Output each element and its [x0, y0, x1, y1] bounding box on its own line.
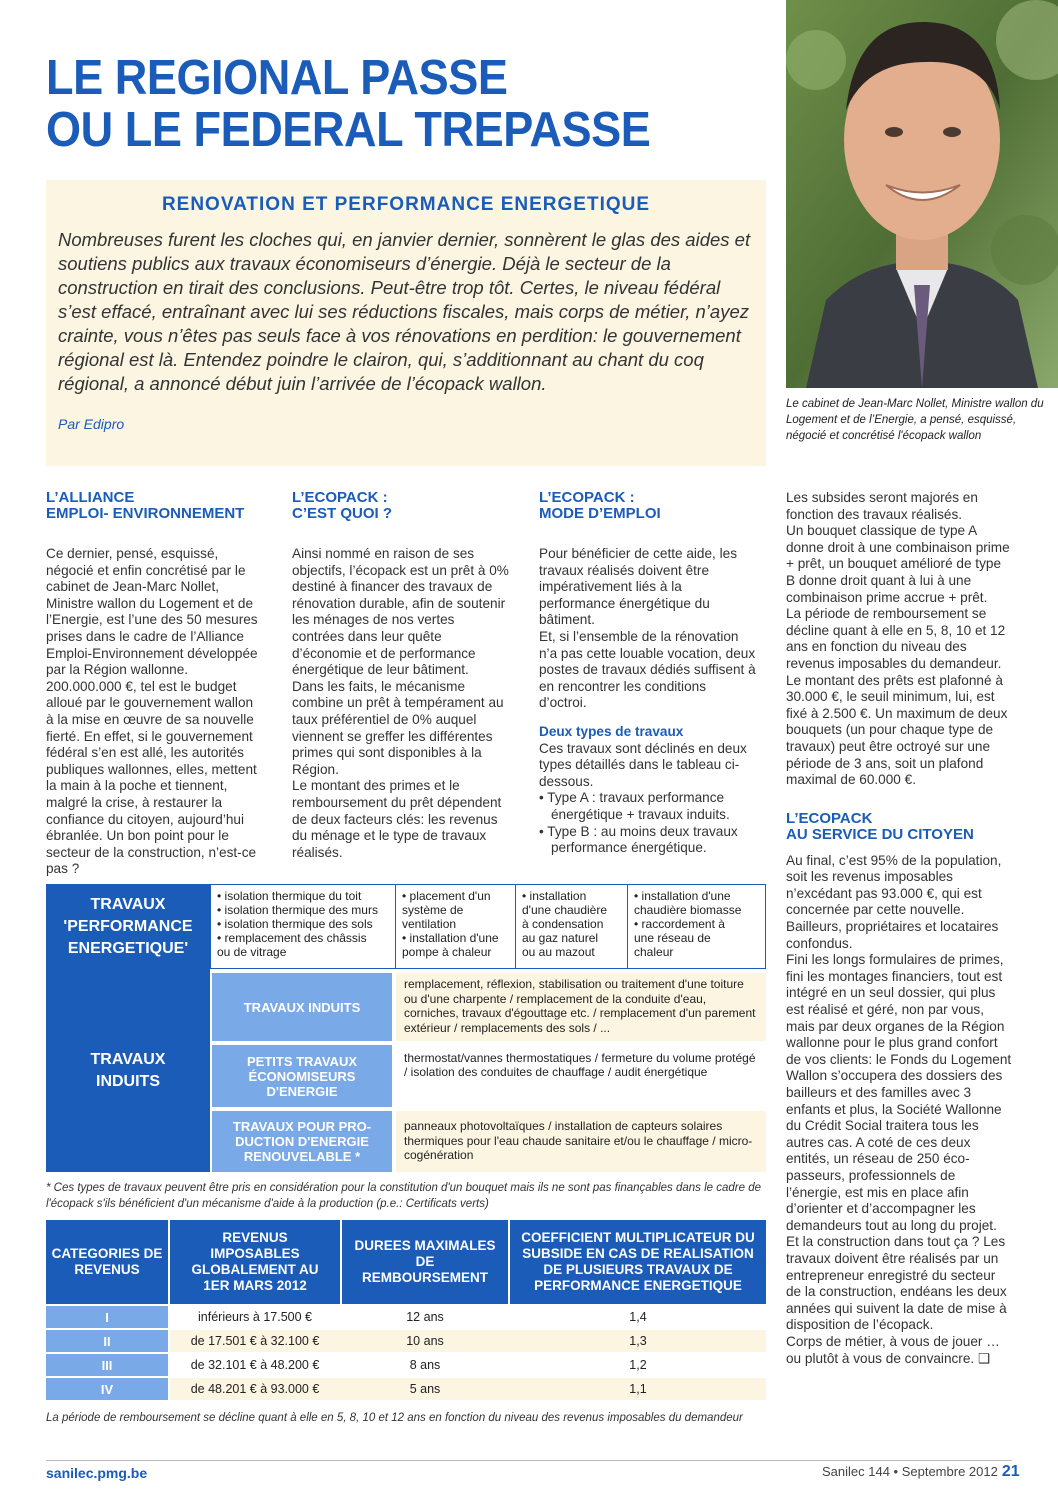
page-number: 21	[1001, 1463, 1020, 1480]
footer-site[interactable]: sanilec.pmg.be	[46, 1465, 148, 1481]
duration-cell: 12 ans	[406, 1310, 444, 1324]
heading-line: L’ALLIANCE	[46, 489, 135, 506]
paragraph: Au final, c’est 95% de la population, soit les revenus imposables n’excédant pas 93.000 €, qui est concernée par cette nouvelle.	[786, 852, 1002, 918]
duration-cell: 10 ans	[406, 1334, 444, 1348]
table-footnote: * Ces types de travaux peuvent être pris en considération pour la constitution d'un bouquet mais ils ne sont pas finançables dans le cadre de l'écopack s'ils bénéficient d'un mécanisme d'aide à la production (p.e.: Certificats verts)	[46, 1182, 761, 1210]
heading-line: L’ECOPACK :	[539, 489, 635, 506]
paragraph: Corps de métier, à vous de jouer … ou plutôt à vous de convaincre. ❑	[786, 1333, 1000, 1366]
bullet-item: • Type A : travaux performance énergétique + travaux induits.	[539, 790, 730, 822]
paragraph: Un bouquet classique de type A donne droit à une combinaison prime + prêt, un bouquet amélioré de type B donne droit quant à lui à une combinaison prime accrue + prêt.	[786, 523, 1010, 605]
col-header: COEFFICIENT MULTIPLICATEUR DU SUBSIDE EN CAS DE REALISATION DE PLUSIEURS TRAVAUX DE PERFORMANCE ENERGETIQUE	[510, 1220, 766, 1304]
perf-label: TRAVAUX 'PERFORMANCE ENERGETIQUE'	[46, 884, 210, 969]
row-label: TRAVAUX INDUITS	[212, 973, 392, 1041]
duration-cell: 8 ans	[409, 1358, 441, 1372]
issue-label: Sanilec 144 • Septembre 2012	[822, 1464, 998, 1479]
category-cell: II	[46, 1330, 168, 1352]
income-cell: de 17.501 € à 32.100 €	[190, 1334, 320, 1348]
title-line-2: OU LE FEDERAL TREPASSE	[46, 103, 651, 157]
income-cell: de 32.101 € à 48.200 €	[190, 1358, 320, 1372]
col-header: REVENUS IMPOSABLES GLOBALEMENT AU 1ER MARS 2012	[170, 1220, 340, 1304]
paragraph: Et, si l’ensemble de la rénovation n’a pas cette louable vocation, deux postes de travaux dédiés suffisent à en rencontrer les conditions d’octroi.	[539, 628, 756, 711]
income-table	[46, 1220, 766, 1404]
table-note: La période de remboursement se décline quant à elle en 5, 8, 10 et 12 ans en fonction du niveau des revenus imposables du demandeur	[46, 1412, 743, 1424]
category-cell: III	[46, 1354, 168, 1376]
perf-cell: • installation d'une chaudière à condensation au gaz naturel ou au mazout	[516, 884, 628, 969]
column-alliance	[46, 490, 264, 878]
coefficient-cell: 1,2	[629, 1358, 647, 1372]
paragraph: Pour bénéficier de cette aide, les travaux réalisés doivent être impérativement liés à la performance énergétique du bâtiment.	[539, 546, 737, 628]
heading-line: C’EST QUOI ?	[292, 505, 393, 522]
paragraph: Ainsi nommé en raison de ses objectifs, l’écopack est un prêt à 0% destiné à financer des travaux de rénovation durable, afin de soutenir les ménages de nos vertes contrées dans leur quête d’économie et de performance énergétique de leur bâtiment.	[292, 546, 509, 678]
paragraph: Dans les faits, le mécanisme combine un prêt à tempérament au taux préférentiel de 0% auquel viennent se greffer les différentes primes qui sont disponibles à la Région.	[292, 678, 504, 777]
column-heading	[292, 490, 510, 522]
row-text: remplacement, réflexion, stabilisation ou traitement d'une toiture ou d'une charpente / remplacement de la conduite d'eau, corniches, travaux d'égouttage etc. / remplacement d'un parement extérieur / remplacements des sols / ...	[396, 973, 766, 1041]
column-heading	[46, 490, 264, 522]
column-heading	[786, 811, 1012, 843]
paragraph: Le montant des prêts est plafonné à 30.000 €, le seuil minimum, lui, est fixé à 2.500 €. Un maximum de deux bouquets (un pour chaque type de travaux) peut être octroyé sur une période de 3 ans, soit un plafond maximal de 60.000 €.	[786, 672, 1008, 788]
duration-cell: 5 ans	[409, 1382, 441, 1396]
category-cell: IV	[46, 1378, 168, 1400]
intro-heading: RENOVATION ET PERFORMANCE ENERGETIQUE	[161, 194, 651, 215]
column-right	[786, 490, 1012, 1367]
works-table	[46, 884, 766, 1172]
col-header: DUREES MAXIMALES DE REMBOURSEMENT	[342, 1220, 508, 1304]
paragraph: Bailleurs, propriétaires et locataires confondus.	[786, 919, 999, 951]
paragraph: Ces travaux sont déclinés en deux types détaillés dans le tableau ci-dessous.	[539, 740, 747, 789]
row-text: thermostat/vannes thermostatiques / fermeture du volume protégé / isolation des conduites de chauffage / audit énergétique	[396, 1045, 766, 1107]
row-text: panneaux photovoltaïques / installation de capteurs solaires thermiques pour l'eau chaude sanitaire et/ou le chauffage / micro-cogénération	[396, 1111, 766, 1172]
heading-line: EMPLOI- ENVIRONNEMENT	[46, 505, 245, 522]
paragraph: Fini les longs formulaires de primes, fini les montages financiers, tout est intégré en un seul dossier, qui plus est réalisé et géré, non par vous, mais par deux organes de la Région wallonne pour le plus grand confort de vos clients: le Fonds du Logement Wallon s’occupera des dossiers des bailleurs et des familles avec 3 enfants et plus, la Société Wallonne du Crédit Social traitera tous les autres cas. A coté de ces deux entités, un réseau de 250 éco-passeurs, professionnels de l’énergie, est mis en place afin d’orienter et d’accompagner les demandeurs tout au long du projet.	[786, 952, 1012, 1233]
row-label: TRAVAUX POUR PRO-DUCTION D'ENERGIE RENOUVELABLE *	[212, 1111, 392, 1172]
coefficient-cell: 1,1	[629, 1382, 647, 1396]
income-cell: inférieurs à 17.500 €	[198, 1310, 312, 1324]
subheading: Deux types de travaux	[539, 723, 684, 739]
heading-line: MODE D’EMPLOI	[539, 505, 661, 522]
bullet-item: • Type B : au moins deux travaux performance énergétique.	[539, 823, 738, 856]
perf-cell: • isolation thermique du toit • isolation thermique des murs • isolation thermique des sols • remplacement des châssis ou de vitrage	[210, 884, 396, 969]
intro-text: Nombreuses furent les cloches qui, en janvier dernier, sonnèrent le glas des aides et soutiens publics aux travaux économiseurs d’énergie. Déjà le secteur de la construction en tirait des conclusions. Peut-être trop tôt. Certes, le niveau fédéral s’est effacé, entraînant avec lui ses réductions fiscales, mais corps de métier, n’ayez crainte, vous n’êtes pas seuls face à vos rénovations en perdition: le gouvernement régional est là. Entendez poindre le clairon, qui, s’additionnant au chant du coq régional, a annoncé début juin l’arrivée de l’écopack wallon.	[58, 229, 751, 394]
article-title	[46, 52, 718, 156]
column-mode-emploi	[539, 490, 757, 857]
title-line-1: LE REGIONAL PASSE	[46, 51, 508, 105]
photo-caption: Le cabinet de Jean-Marc Nollet, Ministre wallon du Logement et de l’Energie, a pensé, esquissé, négocié et concrétisé l'écopack wallon	[786, 398, 1044, 442]
byline: Par Edipro	[58, 416, 125, 432]
induits-label: TRAVAUX INDUITS	[46, 969, 210, 1172]
paragraph: La période de remboursement se décline quant à elle en 5, 8, 10 et 12 ans en fonction du niveau des revenus imposables du demandeur.	[786, 606, 1006, 671]
paragraph: Le montant des primes et le remboursement du prêt dépendent de deux facteurs clés: les revenus du ménage et le type de travaux réalisés.	[292, 778, 502, 860]
coefficient-cell: 1,4	[629, 1310, 647, 1324]
perf-cell: • installation d'une chaudière biomasse • raccordement à une réseau de chaleur	[628, 884, 766, 969]
footer-issue	[822, 1463, 1020, 1481]
income-cell: de 48.201 € à 93.000 €	[190, 1382, 320, 1396]
column-ecopack-quoi	[292, 490, 510, 861]
col-header: CATEGORIES DE REVENUS	[46, 1220, 168, 1304]
paragraph: Et la construction dans tout ça ? Les travaux doivent être réalisés par un entrepreneur enregistré du secteur de la construction, endéans les deux années qui suivent la date de mise à disposition de l’écopack.	[786, 1234, 1007, 1333]
intro-box	[46, 180, 766, 466]
coefficient-cell: 1,3	[629, 1334, 647, 1348]
column-heading	[539, 490, 757, 522]
perf-cell: • placement d'un système de ventilation • installation d'une pompe à chaleur	[396, 884, 516, 969]
paragraph: Les subsides seront majorés en fonction des travaux réalisés.	[786, 490, 978, 522]
category-cell: I	[46, 1306, 168, 1328]
heading-line: AU SERVICE DU CITOYEN	[786, 825, 974, 843]
heading-line: L’ECOPACK :	[292, 489, 388, 506]
row-label: PETITS TRAVAUX ÉCONOMISEURS D'ENERGIE	[212, 1045, 392, 1107]
footer-divider	[46, 1460, 1012, 1461]
heading-line: L’ECOPACK	[786, 809, 873, 827]
portrait-photo	[786, 0, 1058, 388]
paragraph: Ce dernier, pensé, esquissé, négocié et enfin concrétisé par le cabinet de Jean-Marc Nollet, Ministre wallon du Logement et de l’Energie, est l’une des 50 mesures prises dans le cadre de l’Alliance Emploi-Environnement développée par la Région wallonne. 200.000.000 €, tel est le budget alloué par le gouvernement wallon à la mise en œuvre de sa nouvelle fierté. En effet, si le gouvernement fédéral s’en est allé, les autorités publiques wallonnes, elles, mettent la main à la poche et tiennent, malgré la crise, à restaurer la confiance du citoyen, aujourd’hui ébranlée. Un bon point pour le secteur de la construction, n’est-ce pas ?	[46, 546, 258, 877]
